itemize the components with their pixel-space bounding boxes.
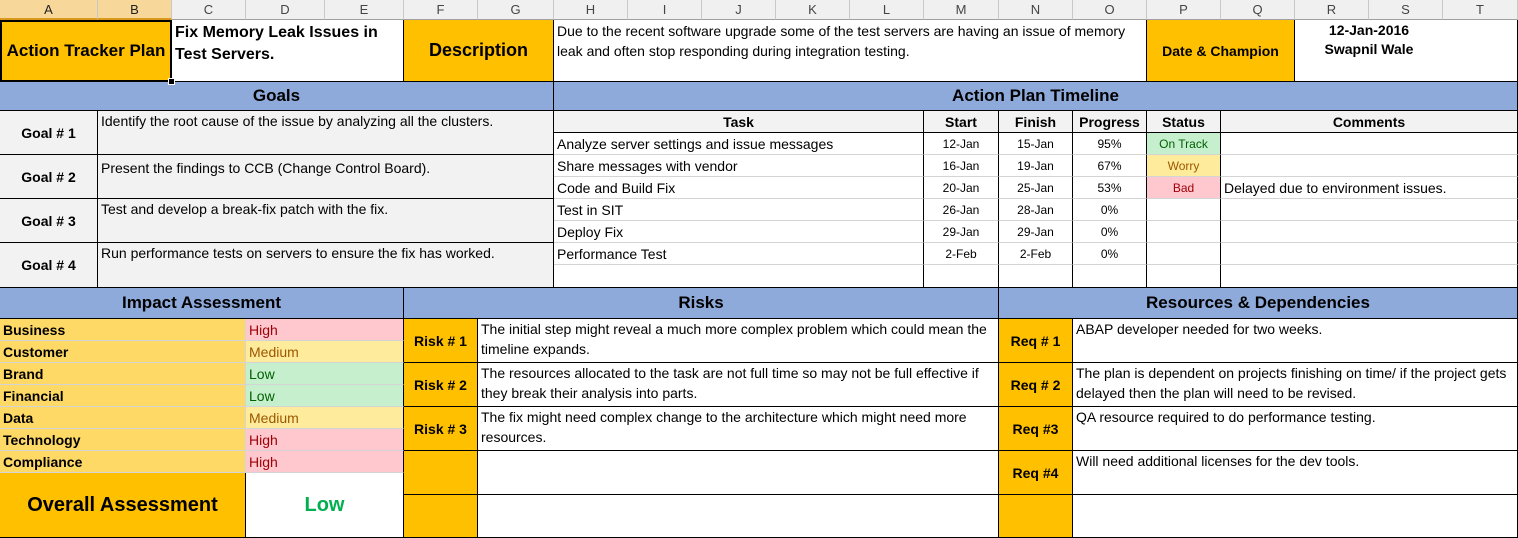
- timeline-col-status[interactable]: Status: [1147, 111, 1221, 133]
- column-header-j[interactable]: J: [702, 0, 776, 20]
- progress-cell[interactable]: 0%: [1073, 221, 1147, 243]
- impact-heading[interactable]: Impact Assessment: [0, 288, 404, 319]
- req-1-text[interactable]: ABAP developer needed for two weeks.: [1073, 319, 1518, 363]
- req-5-label[interactable]: [999, 495, 1073, 538]
- risks-heading[interactable]: Risks: [404, 288, 999, 319]
- start-cell[interactable]: 29-Jan: [924, 221, 999, 243]
- date-champion-cell[interactable]: [1295, 20, 1518, 82]
- impact-level[interactable]: High: [246, 429, 404, 451]
- finish-cell[interactable]: 19-Jan: [999, 155, 1073, 177]
- description-label[interactable]: Description: [404, 20, 554, 82]
- impact-level[interactable]: High: [246, 319, 404, 341]
- task-cell[interactable]: Code and Build Fix: [554, 177, 924, 199]
- start-cell[interactable]: 12-Jan: [924, 133, 999, 155]
- timeline-col-finish[interactable]: Finish: [999, 111, 1073, 133]
- impact-level[interactable]: High: [246, 451, 404, 473]
- comment-cell[interactable]: [1221, 221, 1518, 243]
- goals-heading[interactable]: Goals: [0, 82, 554, 111]
- plan-title[interactable]: Fix Memory Leak Issues in Test Servers.: [172, 20, 404, 82]
- risk-3-text[interactable]: The fix might need complex change to the architecture which might need more resources.: [478, 407, 999, 451]
- comment-cell[interactable]: [1221, 243, 1518, 265]
- impact-area[interactable]: Business: [0, 319, 246, 341]
- finish-cell[interactable]: 15-Jan: [999, 133, 1073, 155]
- task-cell[interactable]: Deploy Fix: [554, 221, 924, 243]
- start-cell[interactable]: [924, 265, 999, 288]
- status-badge[interactable]: Worry: [1147, 155, 1221, 177]
- timeline-col-comments[interactable]: Comments: [1221, 111, 1518, 133]
- timeline-col-task[interactable]: Task: [554, 111, 924, 133]
- finish-cell[interactable]: [999, 265, 1073, 288]
- comment-cell[interactable]: [1221, 265, 1518, 288]
- task-cell[interactable]: Performance Test: [554, 243, 924, 265]
- goal-2-label[interactable]: Goal # 2: [0, 155, 98, 199]
- risk-2-text[interactable]: The resources allocated to the task are not full time so may not be full effective if they break their analysis into parts.: [478, 363, 999, 407]
- start-cell[interactable]: 26-Jan: [924, 199, 999, 221]
- selection-handle[interactable]: [168, 78, 175, 85]
- finish-cell[interactable]: 29-Jan: [999, 221, 1073, 243]
- progress-cell[interactable]: 53%: [1073, 177, 1147, 199]
- comment-cell[interactable]: Delayed due to environment issues.: [1221, 177, 1518, 199]
- finish-cell[interactable]: 28-Jan: [999, 199, 1073, 221]
- plan-champion: Swapnil Wale: [1324, 41, 1414, 57]
- impact-area[interactable]: Financial: [0, 385, 246, 407]
- progress-cell[interactable]: 0%: [1073, 243, 1147, 265]
- goal-3-text[interactable]: Test and develop a break-fix patch with the fix.: [98, 199, 554, 243]
- task-cell[interactable]: Test in SIT: [554, 199, 924, 221]
- comment-cell[interactable]: [1221, 133, 1518, 155]
- req-1-label[interactable]: Req # 1: [999, 319, 1073, 363]
- risk-1-text[interactable]: The initial step might reveal a much more complex problem which could mean the timeline expands.: [478, 319, 999, 363]
- column-header-r[interactable]: R: [1295, 0, 1369, 20]
- progress-cell[interactable]: 0%: [1073, 199, 1147, 221]
- impact-level[interactable]: Low: [246, 363, 404, 385]
- progress-cell[interactable]: 67%: [1073, 155, 1147, 177]
- status-cell[interactable]: [1147, 199, 1221, 221]
- impact-area[interactable]: Technology: [0, 429, 246, 451]
- risk-4-label[interactable]: [404, 451, 478, 495]
- status-badge[interactable]: On Track: [1147, 133, 1221, 155]
- req-4-text[interactable]: Will need additional licenses for the dev tools.: [1073, 451, 1518, 495]
- finish-cell[interactable]: 2-Feb: [999, 243, 1073, 265]
- column-header-c[interactable]: C: [172, 0, 246, 20]
- task-cell[interactable]: Share messages with vendor: [554, 155, 924, 177]
- overall-assessment-value[interactable]: Low: [246, 473, 404, 538]
- status-badge[interactable]: Bad: [1147, 177, 1221, 199]
- risk-5-label[interactable]: [404, 495, 478, 538]
- risk-5-text[interactable]: [478, 495, 999, 538]
- start-cell[interactable]: 20-Jan: [924, 177, 999, 199]
- task-cell[interactable]: [554, 265, 924, 288]
- column-header-n[interactable]: N: [999, 0, 1073, 20]
- plan-date: 12-Jan-2016: [1328, 22, 1410, 38]
- goal-4-label[interactable]: Goal # 4: [0, 243, 98, 288]
- column-header-a[interactable]: A: [0, 0, 98, 20]
- finish-cell[interactable]: 25-Jan: [999, 177, 1073, 199]
- goal-4-text[interactable]: Run performance tests on servers to ensure the fix has worked.: [98, 243, 554, 288]
- status-cell[interactable]: [1147, 243, 1221, 265]
- req-5-text[interactable]: [1073, 495, 1518, 538]
- req-2-label[interactable]: Req # 2: [999, 363, 1073, 407]
- goal-1-label[interactable]: Goal # 1: [0, 111, 98, 155]
- column-header-o[interactable]: O: [1073, 0, 1147, 20]
- timeline-col-start[interactable]: Start: [924, 111, 999, 133]
- column-header-h[interactable]: H: [554, 0, 628, 20]
- action-tracker-plan-label[interactable]: Action Tracker Plan: [0, 20, 172, 82]
- column-header-k[interactable]: K: [776, 0, 850, 20]
- impact-area[interactable]: Brand: [0, 363, 246, 385]
- description-text[interactable]: Due to the recent software upgrade some of the test servers are having an issue of memory leak and often stop responding during integration testing.: [554, 20, 1147, 82]
- resources-heading[interactable]: Resources & Dependencies: [999, 288, 1518, 319]
- column-header-e[interactable]: E: [325, 0, 404, 20]
- goal-1-text[interactable]: Identify the root cause of the issue by analyzing all the clusters.: [98, 111, 554, 155]
- comment-cell[interactable]: [1221, 199, 1518, 221]
- impact-area[interactable]: Customer: [0, 341, 246, 363]
- goal-2-text[interactable]: Present the findings to CCB (Change Control Board).: [98, 155, 554, 199]
- column-header-g[interactable]: G: [478, 0, 554, 20]
- overall-assessment-label[interactable]: Overall Assessment: [0, 473, 246, 538]
- progress-cell[interactable]: 95%: [1073, 133, 1147, 155]
- column-header-i[interactable]: I: [628, 0, 702, 20]
- comment-cell[interactable]: [1221, 155, 1518, 177]
- date-champion-label[interactable]: Date & Champion: [1147, 20, 1295, 82]
- column-header-l[interactable]: L: [850, 0, 924, 20]
- risk-1-label[interactable]: Risk # 1: [404, 319, 478, 363]
- column-header-d[interactable]: D: [246, 0, 325, 20]
- impact-level[interactable]: Medium: [246, 407, 404, 429]
- impact-area[interactable]: Data: [0, 407, 246, 429]
- column-header-t[interactable]: T: [1443, 0, 1518, 20]
- req-3-label[interactable]: Req #3: [999, 407, 1073, 451]
- status-cell[interactable]: [1147, 265, 1221, 288]
- task-cell[interactable]: Analyze server settings and issue messages: [554, 133, 924, 155]
- risk-2-label[interactable]: Risk # 2: [404, 363, 478, 407]
- column-header-f[interactable]: F: [404, 0, 478, 20]
- impact-area[interactable]: Compliance: [0, 451, 246, 473]
- risk-3-label[interactable]: Risk # 3: [404, 407, 478, 451]
- timeline-col-progress[interactable]: Progress: [1073, 111, 1147, 133]
- status-cell[interactable]: [1147, 221, 1221, 243]
- column-header-s[interactable]: S: [1369, 0, 1443, 20]
- progress-cell[interactable]: [1073, 265, 1147, 288]
- timeline-heading[interactable]: Action Plan Timeline: [554, 82, 1518, 111]
- impact-level[interactable]: Medium: [246, 341, 404, 363]
- start-cell[interactable]: 2-Feb: [924, 243, 999, 265]
- impact-level[interactable]: Low: [246, 385, 404, 407]
- risk-4-text[interactable]: [478, 451, 999, 495]
- start-cell[interactable]: 16-Jan: [924, 155, 999, 177]
- column-header-b[interactable]: B: [98, 0, 172, 20]
- req-4-label[interactable]: Req #4: [999, 451, 1073, 495]
- column-header-q[interactable]: Q: [1221, 0, 1295, 20]
- column-header-p[interactable]: P: [1147, 0, 1221, 20]
- req-3-text[interactable]: QA resource required to do performance testing.: [1073, 407, 1518, 451]
- column-header-m[interactable]: M: [924, 0, 999, 20]
- req-2-text[interactable]: The plan is dependent on projects finishing on time/ if the project gets delayed then the plan will need to be revised.: [1073, 363, 1518, 407]
- goal-3-label[interactable]: Goal # 3: [0, 199, 98, 243]
